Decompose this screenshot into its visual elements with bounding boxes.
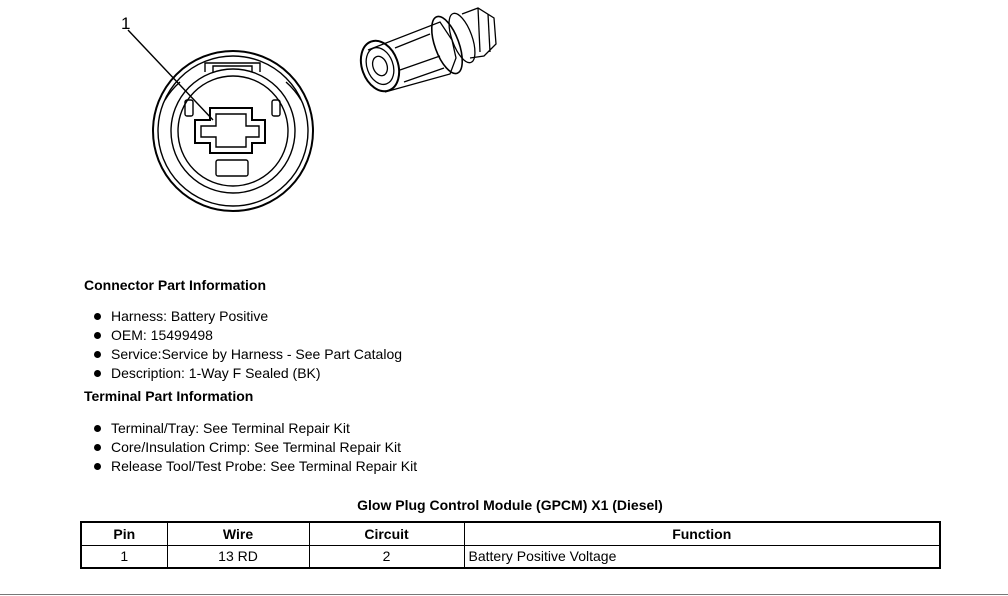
terminal-info-heading: Terminal Part Information <box>84 388 254 404</box>
cell-circuit: 2 <box>309 545 464 568</box>
pin-table <box>80 521 941 569</box>
list-item: Release Tool/Test Probe: See Terminal Repair Kit <box>84 457 417 476</box>
column-header-pin: Pin <box>81 522 167 545</box>
list-item: Terminal/Tray: See Terminal Repair Kit <box>84 419 417 438</box>
list-item: Description: 1-Way F Sealed (BK) <box>84 364 402 383</box>
cell-function: Battery Positive Voltage <box>464 545 940 568</box>
list-item: Core/Insulation Crimp: See Terminal Repair Kit <box>84 438 417 457</box>
connector-info-heading: Connector Part Information <box>84 277 267 293</box>
list-item: Harness: Battery Positive <box>84 307 402 326</box>
column-header-circuit: Circuit <box>309 522 464 545</box>
callout-number: 1 <box>121 14 131 33</box>
column-header-wire: Wire <box>167 522 309 545</box>
list-item: Service:Service by Harness - See Part Catalog <box>84 345 402 364</box>
cell-wire: 13 RD <box>167 545 309 568</box>
table-row <box>81 545 940 568</box>
cell-pin: 1 <box>81 545 167 568</box>
list-item: OEM: 15499498 <box>84 326 402 345</box>
table-header-row <box>81 522 940 545</box>
connector-illustration <box>0 0 1008 260</box>
connector-info-list <box>84 307 402 383</box>
connector-isometric-drawing <box>0 0 1008 260</box>
column-header-function: Function <box>464 522 940 545</box>
pin-table-title: Glow Plug Control Module (GPCM) X1 (Diesel) <box>357 497 663 513</box>
terminal-info-list <box>84 419 417 476</box>
page-bottom-rule <box>0 594 1008 595</box>
